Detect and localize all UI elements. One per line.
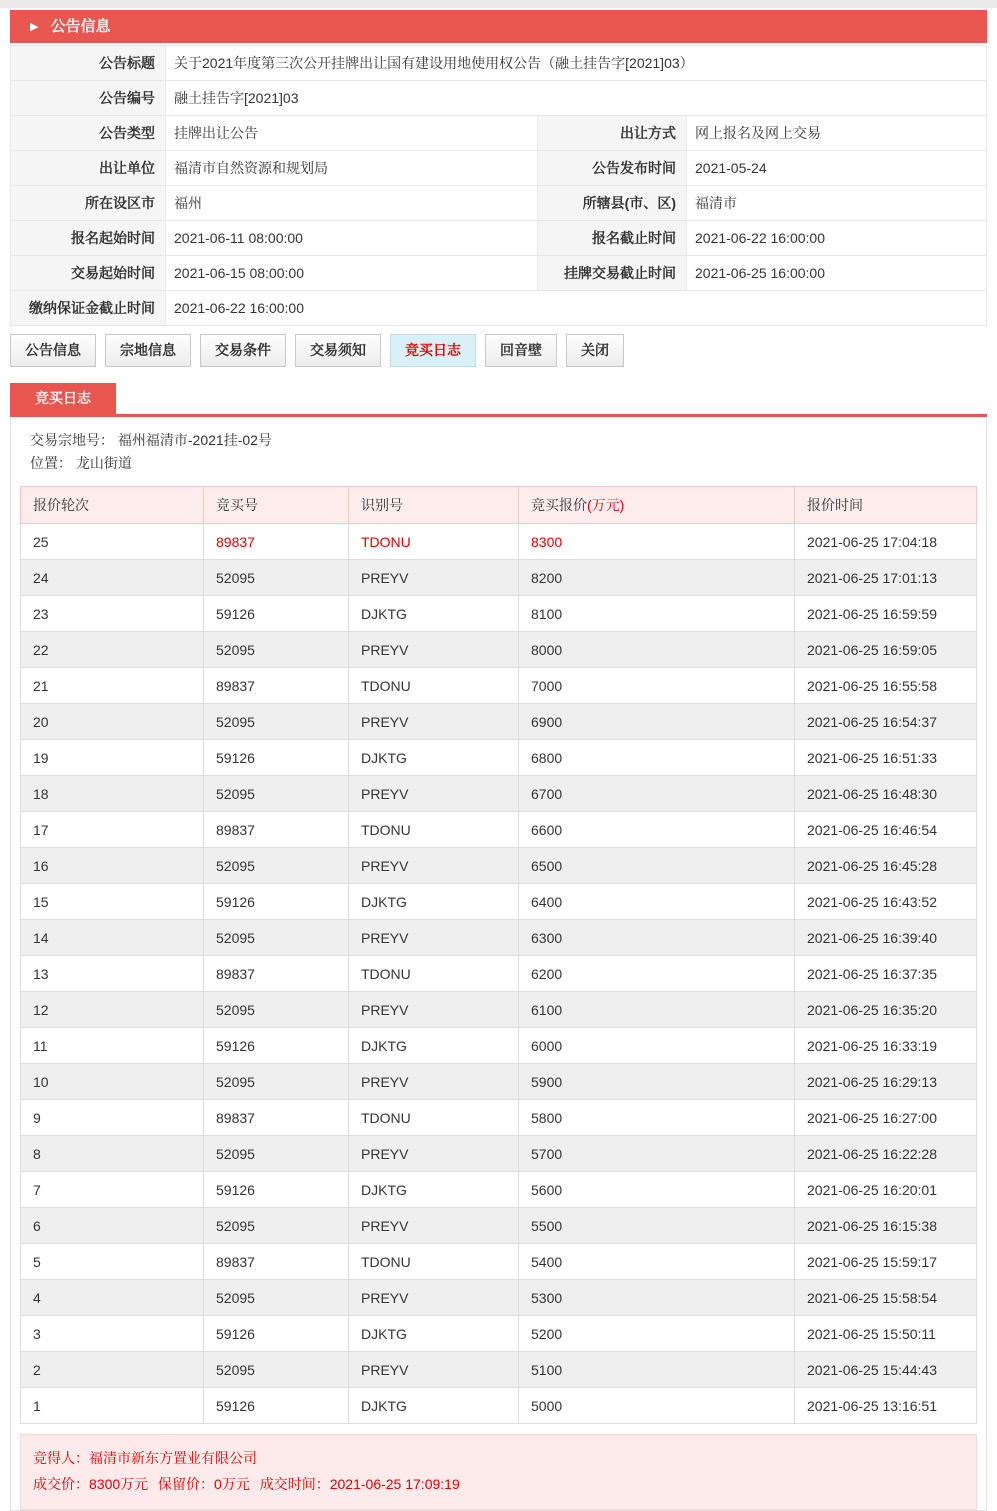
deal-price: 成交价：8300万元 (33, 1476, 149, 1492)
bid-cell-price: 8100 (519, 596, 795, 632)
parcel-location-value: 龙山街道 (75, 455, 132, 471)
bid-row (21, 812, 977, 848)
tab-announcement-info[interactable]: 公告信息 (10, 334, 96, 367)
bid-row (21, 848, 977, 884)
bid-cell-bidder_no: 52095 (204, 1064, 349, 1100)
winner-label: 竞得人： (33, 1450, 89, 1466)
bid-cell-round: 4 (21, 1280, 204, 1316)
bid-cell-bidder_no: 89837 (204, 1100, 349, 1136)
bid-cell-round: 7 (21, 1172, 204, 1208)
bid-cell-price: 6000 (519, 1028, 795, 1064)
bid-cell-identifier: DJKTG (349, 1316, 519, 1352)
bid-cell-bidder_no: 89837 (204, 524, 349, 560)
bid-cell-price: 5700 (519, 1136, 795, 1172)
bid-cell-round: 3 (21, 1316, 204, 1352)
bid-cell-price: 5800 (519, 1100, 795, 1136)
bid-cell-bidder_no: 52095 (204, 560, 349, 596)
bid-row (21, 740, 977, 776)
bid-cell-identifier: TDONU (349, 1100, 519, 1136)
bid-log-body (10, 417, 987, 1511)
bid-row (21, 704, 977, 740)
bid-row (21, 1316, 977, 1352)
bid-cell-time: 2021-06-25 16:55:58 (795, 668, 977, 704)
tab-bid-log[interactable]: 竞买日志 (390, 334, 476, 367)
info-value: 2021-06-22 16:00:00 (687, 221, 987, 256)
bid-cell-bidder_no: 89837 (204, 1244, 349, 1280)
tab-trade-notice[interactable]: 交易须知 (295, 334, 381, 367)
bid-cell-price: 8000 (519, 632, 795, 668)
bid-cell-time: 2021-06-25 16:59:59 (795, 596, 977, 632)
bid-cell-price: 6800 (519, 740, 795, 776)
bid-cell-bidder_no: 59126 (204, 740, 349, 776)
bid-cell-time: 2021-06-25 16:22:28 (795, 1136, 977, 1172)
bid-cell-bidder_no: 59126 (204, 596, 349, 632)
bid-cell-bidder_no: 59126 (204, 1316, 349, 1352)
bid-cell-identifier: TDONU (349, 956, 519, 992)
bid-cell-round: 21 (21, 668, 204, 704)
bid-cell-time: 2021-06-25 16:51:33 (795, 740, 977, 776)
bid-row (21, 1388, 977, 1424)
info-value: 福清市 (687, 186, 987, 221)
bid-cell-bidder_no: 52095 (204, 776, 349, 812)
bid-cell-bidder_no: 89837 (204, 812, 349, 848)
tab-bar (10, 334, 987, 367)
column-header-price (519, 487, 795, 524)
bid-cell-bidder_no: 59126 (204, 1172, 349, 1208)
bid-cell-time: 2021-06-25 16:20:01 (795, 1172, 977, 1208)
bid-cell-bidder_no: 52095 (204, 632, 349, 668)
bid-cell-identifier: DJKTG (349, 596, 519, 632)
deal-result-box (20, 1434, 977, 1510)
column-header-round: 报价轮次 (21, 487, 204, 524)
bid-row (21, 1028, 977, 1064)
bid-cell-round: 6 (21, 1208, 204, 1244)
bid-cell-price: 7000 (519, 668, 795, 704)
info-value: 2021-05-24 (687, 151, 987, 186)
info-label: 所辖县(市、区) (538, 186, 687, 221)
bid-cell-round: 1 (21, 1388, 204, 1424)
bid-cell-round: 14 (21, 920, 204, 956)
table-row (11, 116, 987, 151)
bid-cell-bidder_no: 89837 (204, 668, 349, 704)
page-top-strip (0, 0, 997, 8)
announcement-header-title: 公告信息 (50, 18, 111, 35)
bid-cell-round: 13 (21, 956, 204, 992)
info-label: 报名起始时间 (11, 221, 166, 256)
info-label: 出让方式 (538, 116, 687, 151)
info-label: 公告标题 (11, 46, 166, 81)
bid-cell-price: 6400 (519, 884, 795, 920)
bid-row (21, 596, 977, 632)
info-value: 2021-06-15 08:00:00 (166, 256, 538, 291)
bid-cell-identifier: PREYV (349, 1064, 519, 1100)
bid-cell-round: 20 (21, 704, 204, 740)
bid-cell-price: 6100 (519, 992, 795, 1028)
page-content (0, 8, 997, 1511)
bid-row (21, 1280, 977, 1316)
bid-cell-price: 6300 (519, 920, 795, 956)
tab-parcel-info[interactable]: 宗地信息 (105, 334, 191, 367)
bid-cell-round: 23 (21, 596, 204, 632)
bid-cell-time: 2021-06-25 17:04:18 (795, 524, 977, 560)
tab-close[interactable]: 关闭 (566, 334, 624, 367)
bid-cell-time: 2021-06-25 16:15:38 (795, 1208, 977, 1244)
bid-cell-time: 2021-06-25 16:48:30 (795, 776, 977, 812)
bid-cell-round: 9 (21, 1100, 204, 1136)
info-label: 公告编号 (11, 81, 166, 116)
bid-cell-identifier: DJKTG (349, 1028, 519, 1064)
table-row (11, 186, 987, 221)
column-header-price-main: 竞买报价 (531, 497, 587, 513)
deal-line (33, 1471, 964, 1497)
bid-cell-time: 2021-06-25 16:54:37 (795, 704, 977, 740)
bid-cell-price: 8200 (519, 560, 795, 596)
bid-cell-bidder_no: 59126 (204, 1388, 349, 1424)
bid-cell-round: 11 (21, 1028, 204, 1064)
info-label: 交易起始时间 (11, 256, 166, 291)
parcel-number-label: 交易宗地号： (30, 432, 114, 448)
bid-cell-round: 16 (21, 848, 204, 884)
bid-cell-bidder_no: 52095 (204, 1280, 349, 1316)
bid-cell-time: 2021-06-25 15:50:11 (795, 1316, 977, 1352)
bid-cell-bidder_no: 89837 (204, 956, 349, 992)
bid-cell-price: 5500 (519, 1208, 795, 1244)
bid-cell-identifier: TDONU (349, 812, 519, 848)
bid-row (21, 884, 977, 920)
bid-row (21, 1136, 977, 1172)
table-row (11, 221, 987, 256)
bid-row (21, 956, 977, 992)
info-value: 福州 (166, 186, 538, 221)
bid-cell-price: 6900 (519, 704, 795, 740)
parcel-location-line (30, 452, 967, 475)
bid-cell-identifier: PREYV (349, 992, 519, 1028)
bid-cell-price: 5900 (519, 1064, 795, 1100)
info-value: 2021-06-22 16:00:00 (166, 291, 987, 326)
table-row (11, 81, 987, 116)
bid-cell-time: 2021-06-25 16:29:13 (795, 1064, 977, 1100)
info-value: 挂牌出让公告 (166, 116, 538, 151)
bid-cell-identifier: TDONU (349, 668, 519, 704)
table-row (11, 151, 987, 186)
info-value: 福清市自然资源和规划局 (166, 151, 538, 186)
bid-cell-round: 10 (21, 1064, 204, 1100)
bid-cell-identifier: DJKTG (349, 1172, 519, 1208)
bid-cell-round: 19 (21, 740, 204, 776)
bid-cell-identifier: DJKTG (349, 740, 519, 776)
table-row (11, 256, 987, 291)
bid-cell-identifier: TDONU (349, 1244, 519, 1280)
bid-table (20, 486, 977, 1424)
info-label: 公告发布时间 (538, 151, 687, 186)
bid-row (21, 776, 977, 812)
bid-cell-round: 5 (21, 1244, 204, 1280)
info-label: 报名截止时间 (538, 221, 687, 256)
bid-cell-bidder_no: 59126 (204, 884, 349, 920)
bid-cell-price: 5000 (519, 1388, 795, 1424)
bid-cell-round: 24 (21, 560, 204, 596)
bid-table-body (21, 524, 977, 1424)
bid-cell-bidder_no: 52095 (204, 992, 349, 1028)
bid-cell-round: 8 (21, 1136, 204, 1172)
column-header-bidder-no: 竞买号 (204, 487, 349, 524)
info-value: 关于2021年度第三次公开挂牌出让国有建设用地使用权公告（融土挂告字[2021]03） (166, 46, 987, 81)
announcement-info-table (10, 45, 987, 326)
bid-row (21, 668, 977, 704)
bid-log-title-row (10, 383, 987, 417)
bid-row (21, 920, 977, 956)
bid-cell-identifier: TDONU (349, 524, 519, 560)
bid-row (21, 1100, 977, 1136)
bid-cell-time: 2021-06-25 15:59:17 (795, 1244, 977, 1280)
parcel-location-label: 位置： (30, 455, 72, 471)
bid-table-header-row (21, 487, 977, 524)
bid-cell-bidder_no: 52095 (204, 704, 349, 740)
bid-row (21, 1244, 977, 1280)
info-label: 挂牌交易截止时间 (538, 256, 687, 291)
parcel-info (20, 425, 977, 483)
info-value: 融土挂告字[2021]03 (166, 81, 987, 116)
announcement-header-bar[interactable] (10, 10, 987, 43)
bid-row (21, 1064, 977, 1100)
column-header-time: 报价时间 (795, 487, 977, 524)
tab-echo-wall[interactable]: 回音壁 (485, 334, 557, 367)
bid-log-section (10, 383, 987, 1511)
bid-cell-identifier: DJKTG (349, 884, 519, 920)
bid-cell-price: 5200 (519, 1316, 795, 1352)
bid-cell-price: 6700 (519, 776, 795, 812)
bid-cell-time: 2021-06-25 16:45:28 (795, 848, 977, 884)
bid-cell-time: 2021-06-25 17:01:13 (795, 560, 977, 596)
bid-cell-bidder_no: 52095 (204, 920, 349, 956)
bid-cell-price: 5400 (519, 1244, 795, 1280)
info-label: 出让单位 (11, 151, 166, 186)
bid-cell-round: 12 (21, 992, 204, 1028)
bid-cell-time: 2021-06-25 16:39:40 (795, 920, 977, 956)
bid-cell-round: 2 (21, 1352, 204, 1388)
table-row (11, 46, 987, 81)
bid-cell-round: 15 (21, 884, 204, 920)
bid-cell-time: 2021-06-25 16:35:20 (795, 992, 977, 1028)
bid-cell-time: 2021-06-25 15:44:43 (795, 1352, 977, 1388)
bid-cell-bidder_no: 52095 (204, 848, 349, 884)
bid-cell-price: 5300 (519, 1280, 795, 1316)
column-header-identifier: 识别号 (349, 487, 519, 524)
info-label: 缴纳保证金截止时间 (11, 291, 166, 326)
deal-time: 成交时间：2021-06-25 17:09:19 (259, 1476, 460, 1492)
bid-cell-identifier: PREYV (349, 1352, 519, 1388)
bid-cell-round: 18 (21, 776, 204, 812)
bid-cell-bidder_no: 52095 (204, 1136, 349, 1172)
bid-cell-identifier: PREYV (349, 1208, 519, 1244)
bid-cell-price: 8300 (519, 524, 795, 560)
bid-cell-time: 2021-06-25 16:43:52 (795, 884, 977, 920)
info-value: 网上报名及网上交易 (687, 116, 987, 151)
bid-cell-round: 17 (21, 812, 204, 848)
bid-log-title-tab: 竞买日志 (10, 383, 116, 414)
bid-row (21, 992, 977, 1028)
bid-cell-price: 5100 (519, 1352, 795, 1388)
bid-cell-identifier: PREYV (349, 560, 519, 596)
bid-cell-bidder_no: 52095 (204, 1208, 349, 1244)
parcel-number-line (30, 429, 967, 452)
bid-cell-price: 6500 (519, 848, 795, 884)
bid-row (21, 632, 977, 668)
bid-row (21, 524, 977, 560)
bid-cell-identifier: DJKTG (349, 1388, 519, 1424)
bid-cell-time: 2021-06-25 16:27:00 (795, 1100, 977, 1136)
winner-name: 福清市新东方置业有限公司 (89, 1450, 257, 1466)
reserve-price: 保留价：0万元 (158, 1476, 250, 1492)
bid-cell-identifier: PREYV (349, 1280, 519, 1316)
tab-trade-conditions[interactable]: 交易条件 (200, 334, 286, 367)
info-value: 2021-06-25 16:00:00 (687, 256, 987, 291)
bid-row (21, 1208, 977, 1244)
parcel-number-value: 福州福清市-2021挂-02号 (117, 432, 272, 448)
bid-cell-time: 2021-06-25 16:33:19 (795, 1028, 977, 1064)
bid-cell-identifier: PREYV (349, 1136, 519, 1172)
info-label: 公告类型 (11, 116, 166, 151)
winner-line (33, 1445, 964, 1471)
bid-row (21, 1172, 977, 1208)
bid-cell-price: 5600 (519, 1172, 795, 1208)
info-value: 2021-06-11 08:00:00 (166, 221, 538, 256)
bid-cell-identifier: PREYV (349, 704, 519, 740)
arrow-right-icon: ▶ (30, 21, 39, 33)
table-row (11, 291, 987, 326)
bid-cell-time: 2021-06-25 16:59:05 (795, 632, 977, 668)
bid-cell-time: 2021-06-25 13:16:51 (795, 1388, 977, 1424)
bid-cell-identifier: PREYV (349, 632, 519, 668)
bid-cell-time: 2021-06-25 15:58:54 (795, 1280, 977, 1316)
column-header-price-unit: (万元) (587, 497, 625, 513)
bid-cell-bidder_no: 52095 (204, 1352, 349, 1388)
bid-cell-bidder_no: 59126 (204, 1028, 349, 1064)
info-label: 所在设区市 (11, 186, 166, 221)
bid-cell-identifier: PREYV (349, 920, 519, 956)
bid-cell-time: 2021-06-25 16:37:35 (795, 956, 977, 992)
bid-cell-price: 6600 (519, 812, 795, 848)
bid-cell-identifier: PREYV (349, 848, 519, 884)
bid-cell-round: 22 (21, 632, 204, 668)
bid-cell-price: 6200 (519, 956, 795, 992)
bid-cell-round: 25 (21, 524, 204, 560)
bid-cell-time: 2021-06-25 16:46:54 (795, 812, 977, 848)
bid-row (21, 1352, 977, 1388)
bid-cell-identifier: PREYV (349, 776, 519, 812)
bid-row (21, 560, 977, 596)
